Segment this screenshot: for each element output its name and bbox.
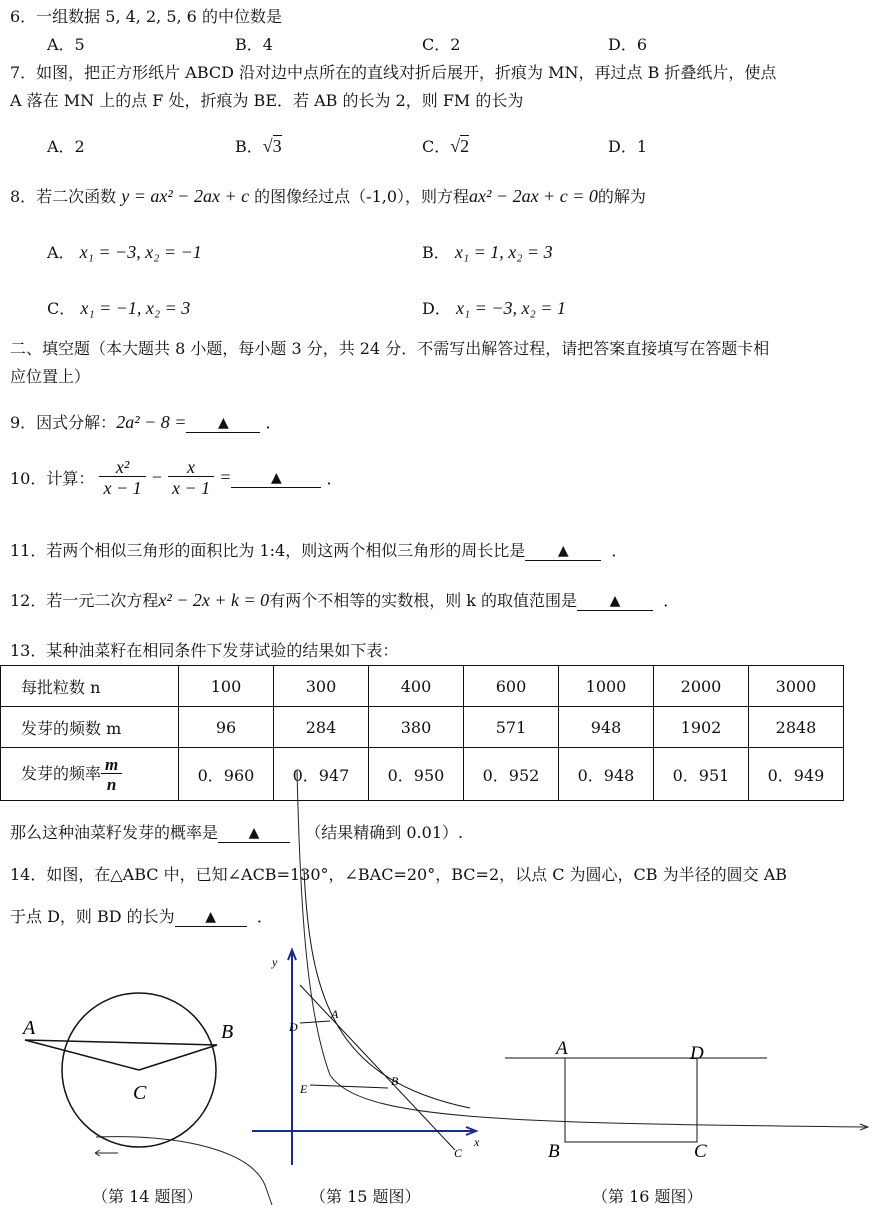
fig15-label-e: E bbox=[300, 1082, 308, 1096]
q7-option-b: B．√3 bbox=[235, 136, 282, 156]
q13-stem: 13．某种油菜籽在相同条件下发芽试验的结果如下表： bbox=[10, 641, 399, 660]
fig15-label-d: D bbox=[289, 1020, 298, 1034]
fig14-label-a: A bbox=[23, 1017, 36, 1039]
section2-heading-line2: 应位置上） bbox=[10, 367, 91, 386]
q7-option-a: A．2 bbox=[47, 137, 85, 156]
row-header-freq: 发芽的频率 $\frac{m}{n}$ bbox=[1, 748, 179, 801]
fig15-label-y: y bbox=[272, 955, 278, 969]
fig14-label-c: C bbox=[133, 1082, 147, 1104]
q13-answer-blank[interactable]: ▲ bbox=[218, 822, 290, 843]
q13-after: 那么这种油菜籽发芽的概率是 ▲ （结果精确到 0.01）. bbox=[10, 823, 464, 842]
fig16-rectangle bbox=[565, 1058, 697, 1142]
fig16-caption: （第 16 题图） bbox=[592, 1187, 703, 1206]
q8-option-a: A． x₁ = −3, x₂ = −1 bbox=[47, 242, 202, 262]
fig16-label-b: B bbox=[548, 1141, 560, 1162]
q8-function: y = ax² − 2ax + c bbox=[121, 186, 250, 206]
q9: 9．因式分解：2a² − 8 = ▲ ． bbox=[10, 412, 282, 432]
section2-heading-line1: 二、填空题（本大题共 8 小题，每小题 3 分，共 24 分．不需写出解答过程，请把答案直接填写在答题卡相 bbox=[10, 339, 770, 358]
q7-line2: A 落在 MN 上的点 F 处，折痕为 BE．若 AB 的长为 2，则 FM 的长为 bbox=[10, 91, 524, 110]
fig14-label-b: B bbox=[221, 1021, 234, 1043]
fig15-caption: （第 15 题图） bbox=[310, 1187, 421, 1206]
q6-option-c: C．2 bbox=[422, 35, 461, 54]
q11-answer-blank[interactable]: ▲ bbox=[525, 540, 601, 561]
fig14-caption: （第 14 题图） bbox=[92, 1187, 203, 1206]
q8-option-d: D． x₁ = −3, x₂ = 1 bbox=[422, 298, 566, 318]
q7-option-c: C．√2 bbox=[422, 136, 470, 156]
q6-option-d: D．6 bbox=[608, 35, 648, 54]
table-row: 每批粒数 n 100 300 400 600 1000 2000 3000 bbox=[1, 666, 844, 707]
q10: 10．计算： $\frac{\text{x²}}{x - 1}$ − $\frac{x}{x - 1}$ = ▲ ． bbox=[10, 457, 343, 498]
q7-line1: 7．如图，把正方形纸片 ABCD 沿对边中点所在的直线对折后展开，折痕为 MN，再过点 B 折叠纸片，使点 bbox=[10, 63, 777, 82]
table-row: 发芽的频率 $\frac{m}{n}$ 0．960 0．947 0．950 0．952 0．948 0．951 0．949 bbox=[1, 748, 844, 801]
fig15-label-a: A bbox=[331, 1007, 339, 1021]
q8-stem: 8．若二次函数 y = ax² − 2ax + c 的图像经过点（-1,0），则方程ax² − 2ax + c = 0的解为 bbox=[10, 186, 646, 206]
fig15-label-b: B bbox=[391, 1074, 399, 1088]
q11: 11．若两个相似三角形的面积比为 1:4，则这两个相似三角形的周长比是 ▲ ． bbox=[10, 541, 628, 560]
row-header-m: 发芽的频数 m bbox=[1, 707, 179, 748]
q6-stem: 6．一组数据 5, 4, 2, 5, 6 的中位数是 bbox=[10, 7, 282, 26]
q14-line2: 于点 D，则 BD 的长为 ▲ ． bbox=[10, 907, 273, 926]
figure-16 bbox=[505, 1038, 767, 1162]
q14-line1: 14．如图，在△ABC 中，已知∠ACB=130°，∠BAC=20°，BC=2，以点 C 为圆心，CB 为半径的圆交 AB bbox=[10, 865, 788, 884]
q10-fraction-1: $\frac{\text{x²}}{x - 1}$ bbox=[99, 458, 145, 497]
q6-option-b: B．4 bbox=[235, 35, 273, 54]
q8-option-c: C． x₁ = −1, x₂ = 3 bbox=[47, 298, 191, 318]
q10-answer-blank[interactable]: ▲ bbox=[231, 467, 321, 488]
q9-answer-blank[interactable]: ▲ bbox=[186, 412, 260, 433]
q7-option-d: D．1 bbox=[608, 137, 648, 156]
q6-option-a: A．5 bbox=[47, 35, 85, 54]
fig16-label-c: C bbox=[694, 1141, 707, 1162]
fig16-label-d: D bbox=[690, 1043, 704, 1064]
q14-answer-blank[interactable]: ▲ bbox=[175, 906, 247, 927]
figure-15 bbox=[252, 870, 480, 1165]
q12: 12．若一元二次方程x² − 2x + k = 0有两个不相等的实数根，则 k 的取值范围是 ▲ ． bbox=[10, 590, 680, 610]
fig16-label-a: A bbox=[556, 1038, 568, 1059]
fig15-label-x: x bbox=[474, 1135, 480, 1149]
q8-equation: ax² − 2ax + c = 0 bbox=[469, 186, 598, 206]
row-header-n: 每批粒数 n bbox=[1, 666, 179, 707]
fig15-line-ac bbox=[300, 985, 455, 1150]
q12-answer-blank[interactable]: ▲ bbox=[577, 590, 653, 611]
table-row: 发芽的频数 m 96 284 380 571 948 1902 2848 bbox=[1, 707, 844, 748]
figure-14 bbox=[21, 993, 233, 1147]
q8-option-b: B． x₁ = 1, x₂ = 3 bbox=[422, 242, 553, 262]
q10-fraction-2: $\frac{x}{x - 1}$ bbox=[168, 458, 214, 497]
fig15-label-c: C bbox=[454, 1146, 463, 1160]
